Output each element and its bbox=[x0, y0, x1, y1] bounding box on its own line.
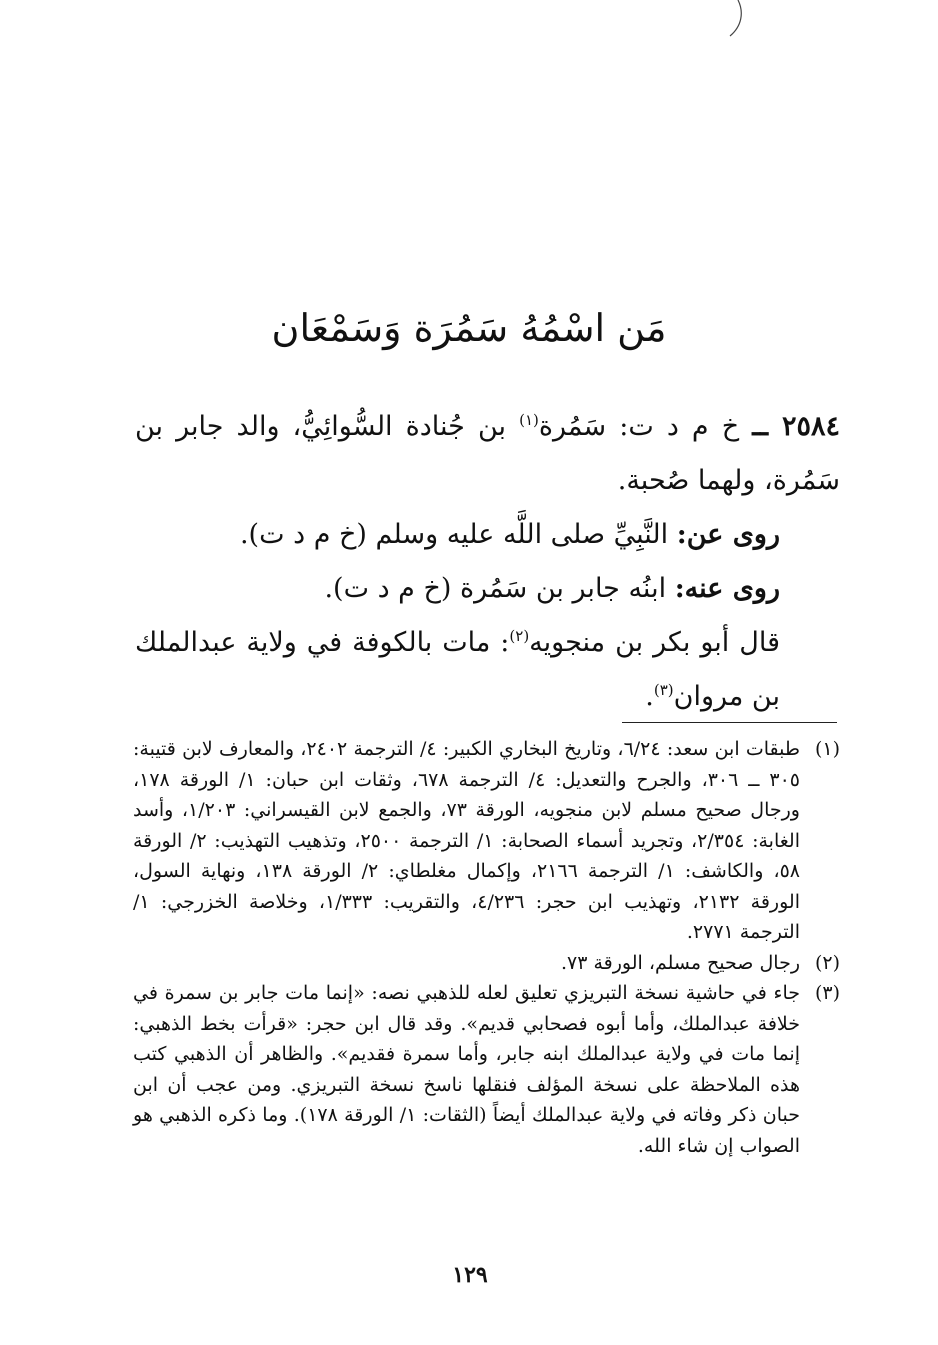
quote-text: : مات بالكوفة في ولاية عبدالملك بن مروان bbox=[135, 627, 780, 712]
entry-name: سَمُرة bbox=[538, 411, 607, 442]
narrated-by-line bbox=[135, 562, 840, 616]
footnote-1 bbox=[133, 734, 840, 948]
quote-end: . bbox=[645, 681, 654, 712]
footnote-separator bbox=[622, 722, 837, 723]
footnotes bbox=[133, 734, 840, 1161]
quote-source: قال أبو بكر بن منجويه bbox=[529, 627, 780, 658]
footnote-text: رجال صحيح مسلم، الورقة ٧٣. bbox=[560, 951, 800, 974]
margin-mark bbox=[728, 0, 746, 40]
narrated-from-text: النَّبِيِّ صلى اللَّه عليه وسلم (خ م د ت). bbox=[239, 519, 669, 550]
narrated-from-line bbox=[135, 508, 840, 562]
entry-symbols: خ م د ت: bbox=[619, 411, 740, 442]
footnote-ref-2: (٢) bbox=[509, 627, 530, 645]
narrated-from-label: روى عن: bbox=[676, 519, 780, 550]
narrated-by-label: روى عنه: bbox=[674, 573, 780, 604]
footnote-3 bbox=[133, 978, 840, 1161]
entry-number: ٢٥٨٤ ــ bbox=[752, 411, 840, 442]
page-number: ١٢٩ bbox=[452, 1262, 488, 1288]
footnote-text: جاء في حاشية نسخة التبريزي تعليق لعله للذهبي نصه: «إنما مات جابر بن سمرة في خلافة عبدالملك، وأما أبوه فصحابي قديم». وقد قال ابن حجر: «قرأت بخط الذهبي: إنما مات في ولاية عبدالملك ابنه جابر، وأما سمرة فقديم». والظاهر أن الذهبي كتب هذه الملاحظة على نسخة المؤلف فنقلها ناسخ نسخة التبريزي. ومن عجب أن ابن حبان ذكر وفاته في ولاية عبدالملك أيضاً (الثقات: ١/ الورقة ١٧٨). وما ذكره الذهبي هو الصواب إن شاء الله. bbox=[133, 982, 800, 1157]
footnote-ref-3: (٣) bbox=[653, 681, 674, 699]
footnote-number: (١) bbox=[814, 738, 840, 760]
footnote-2 bbox=[133, 948, 840, 979]
entry-description: بن جُنادة السُّوائِيُّ، والد جابر بن سَمُرة، ولهما صُحبة. bbox=[135, 411, 840, 496]
footnote-text: طبقات ابن سعد: ٦/٢٤، وتاريخ البخاري الكبير: ٤/ الترجمة ٢٤٠٢، والمعارف لابن قتيبة: ٣٠٥ ــ ٣٠٦، والجرح والتعديل: ٤/ الترجمة ٦٧٨، وثقات ابن حبان: ١/ الورقة ١٧٨، ورجال صحيح مسلم لابن منجويه، الورقة ٧٣، والجمع لابن القيسراني: ١/٢٠٣، وأسد الغابة: ٢/٣٥٤، وتجريد أسماء الصحابة: ١/ الترجمة ٢٥٠٠، وتذهيب التهذيب: ٢/ الورقة ٥٨، والكاشف: ١/ الترجمة ٢١٦٦، وإكمال مغلطاي: ٢/ الورقة ١٣٨، ونهاية السول، الورقة ٢١٣٢، وتهذيب ابن حجر: ٤/٢٣٦، والتقريب: ١/٣٣٣، وخلاصة الخزرجي: ١/ الترجمة ٢٧٧١. bbox=[133, 738, 800, 943]
footnote-number: (٢) bbox=[814, 951, 840, 974]
footnote-number: (٣) bbox=[814, 982, 840, 1004]
section-heading: مَن اسْمُهُ سَمُرَة وَسَمْعَان bbox=[271, 306, 667, 350]
entry-first-paragraph bbox=[135, 400, 840, 508]
narrated-by-text: ابنُه جابر بن سَمُرة (خ م د ت). bbox=[324, 573, 667, 604]
biography-entry bbox=[135, 400, 840, 724]
quote-paragraph bbox=[135, 616, 840, 724]
footnote-ref-1: (١) bbox=[519, 411, 539, 429]
